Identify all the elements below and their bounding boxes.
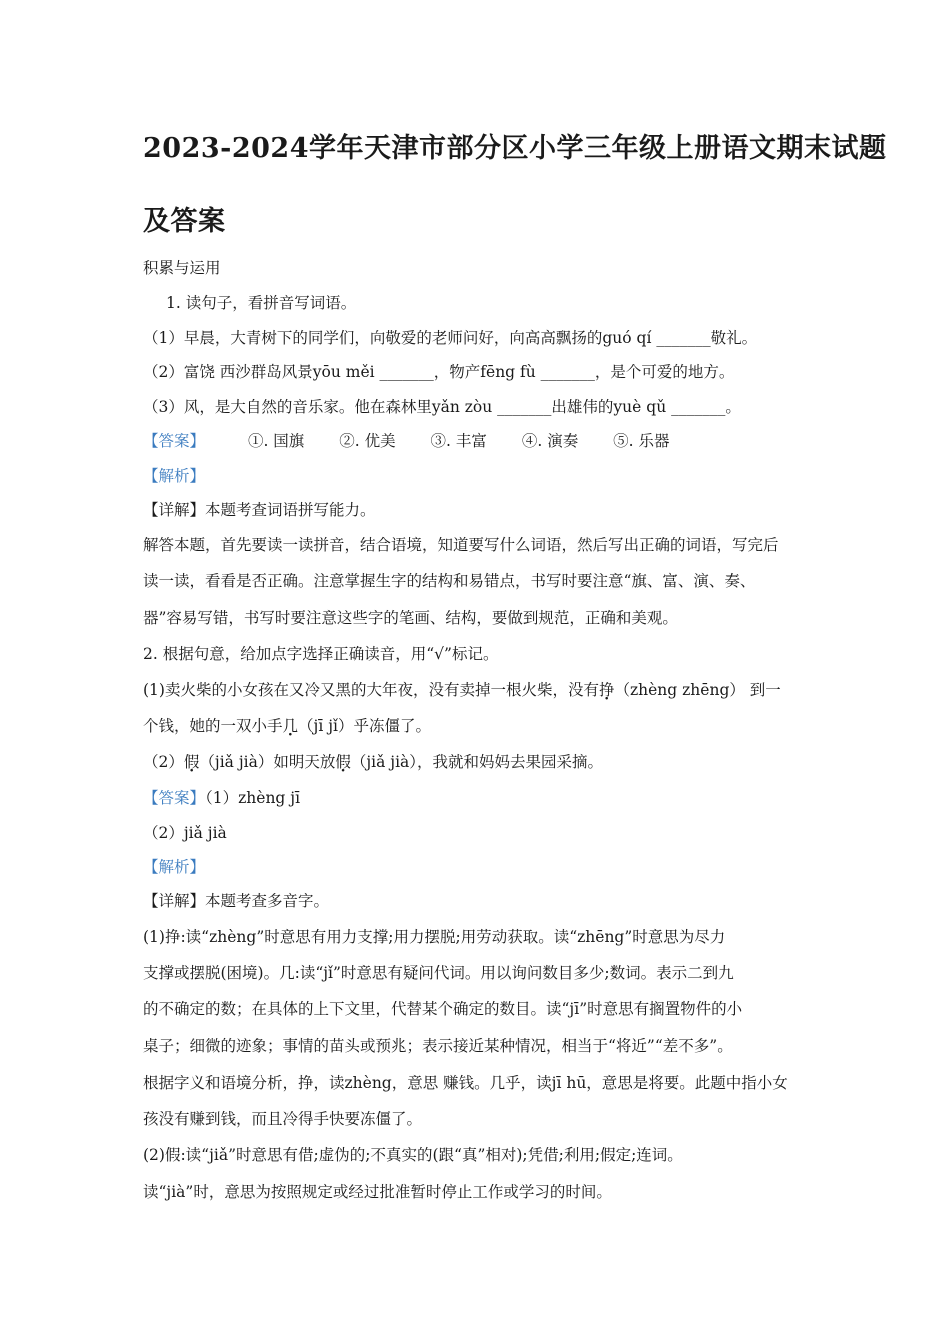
- answer-item: ④. 演奏: [521, 432, 579, 450]
- q2-sentence-1: [143, 680, 781, 700]
- q2-s1-pinyin: （zhèng zhēng） 到一: [614, 681, 781, 699]
- q2-s1-text: (1)卖火柴的小女孩在又冷又黑的大年夜，没有卖掉一根火柴，没有: [143, 681, 599, 699]
- dotted-char: 挣: [598, 681, 615, 699]
- q2-s1-pinyin: （jī jǐ）乎冻僵了。: [298, 717, 431, 735]
- q2-answer-line: [143, 788, 300, 808]
- q1-analysis-tag: 【解析】: [143, 467, 206, 485]
- q1-sentence-3: （3）风，是大自然的音乐家。他在森林里yǎn zòu _______出雄伟的yuè qǔ _______。: [143, 398, 741, 416]
- title-line-2: 及答案: [143, 206, 226, 237]
- q2-analysis-tag: 【解析】: [143, 858, 206, 876]
- q1-paragraph-2: 读一读，看看是否正确。注意掌握生字的结构和易错点，书写时要注意“旗、富、演、奏、: [143, 572, 756, 590]
- q2-s2-text: （2）: [143, 753, 184, 771]
- q2-sentence-1-cont: [143, 716, 431, 736]
- answer-item: ⑤. 乐器: [613, 432, 670, 450]
- dotted-char: 假: [183, 753, 200, 771]
- q2-s2-pinyin: （jiǎ jià）如明天放: [199, 753, 336, 771]
- q2-answer-line-2: （2）jiǎ jià: [143, 824, 227, 842]
- q2-paragraph-1: (1)挣:读“zhèng”时意思有用力支撑;用力摆脱;用劳动获取。读“zhēng”时意思为尽力: [143, 928, 726, 946]
- section-heading: 积累与运用: [143, 259, 221, 277]
- q2-sentence-2: [143, 752, 603, 772]
- q2-s1-text: 个钱，她的一双小手: [143, 717, 283, 735]
- q1-paragraph-1: 解答本题，首先要读一读拼音，结合语境，知道要写什么词语，然后写出正确的词语，写完后: [143, 536, 779, 554]
- q2-paragraph-2: 支撑或摆脱(困境)。几:读“jǐ”时意思有疑问代词。用以询问数目多少;数词。表示二到九: [143, 964, 734, 982]
- q2-paragraph-8: 读“jià”时，意思为按照规定或经过批准暂时停止工作或学习的时间。: [143, 1183, 612, 1201]
- answer-tag: 【答案】: [143, 432, 206, 450]
- q2-paragraph-4: 桌子；细微的迹象；事情的苗头或预兆；表示接近某种情况，相当于“将近”“差不多”。: [143, 1037, 733, 1055]
- q1-sentence-2: （2）富饶 西沙群岛风景yōu měi _______，物产fēng fù _______，是个可爱的地方。: [143, 363, 735, 381]
- q1-stem: 1. 读句子，看拼音写词语。: [166, 294, 357, 312]
- q1-sentence-1: （1）早晨，大青树下的同学们，向敬爱的老师问好，向高高飘扬的guó qí _______敬礼。: [143, 329, 758, 347]
- q1-paragraph-3: 器”容易写错，书写时要注意这些字的笔画、结构，要做到规范，正确和美观。: [143, 609, 678, 627]
- q2-s2-pinyin: （jiǎ jià），我就和妈妈去果园采摘。: [350, 753, 604, 771]
- q2-stem: 2. 根据句意，给加点字选择正确读音，用“√”标记。: [143, 645, 499, 663]
- q2-paragraph-5: 根据字义和语境分析，挣，读zhèng，意思 赚钱。几乎，读jī hū，意思是将要。此题中指小女: [143, 1074, 788, 1092]
- answer-item: ②. 优美: [339, 432, 396, 450]
- dotted-char: 几: [282, 717, 299, 735]
- answer-item: ①. 国旗: [247, 432, 305, 450]
- answer-item: ③. 丰富: [430, 432, 487, 450]
- answer-item: （1）zhèng jī: [205, 789, 301, 807]
- q2-detail: 【详解】本题考查多音字。: [143, 892, 330, 910]
- q1-detail: 【详解】本题考查词语拼写能力。: [143, 501, 376, 519]
- answer-tag: 【答案】: [143, 789, 206, 807]
- q2-paragraph-6: 孩没有赚到钱，而且冷得手快要冻僵了。: [143, 1110, 423, 1128]
- dotted-char: 假: [335, 753, 351, 771]
- q1-answer-line: [143, 431, 670, 451]
- q2-paragraph-3: 的不确定的数；在具体的上下文里，代替某个确定的数目。读“jī”时意思有搁置物件的小: [143, 1000, 743, 1018]
- q2-paragraph-7: (2)假:读“jiǎ”时意思有借;虚伪的;不真实的(跟“真”相对);凭借;利用;假定;连词。: [143, 1146, 683, 1164]
- title-line-1: 2023-2024学年天津市部分区小学三年级上册语文期末试题: [143, 133, 887, 164]
